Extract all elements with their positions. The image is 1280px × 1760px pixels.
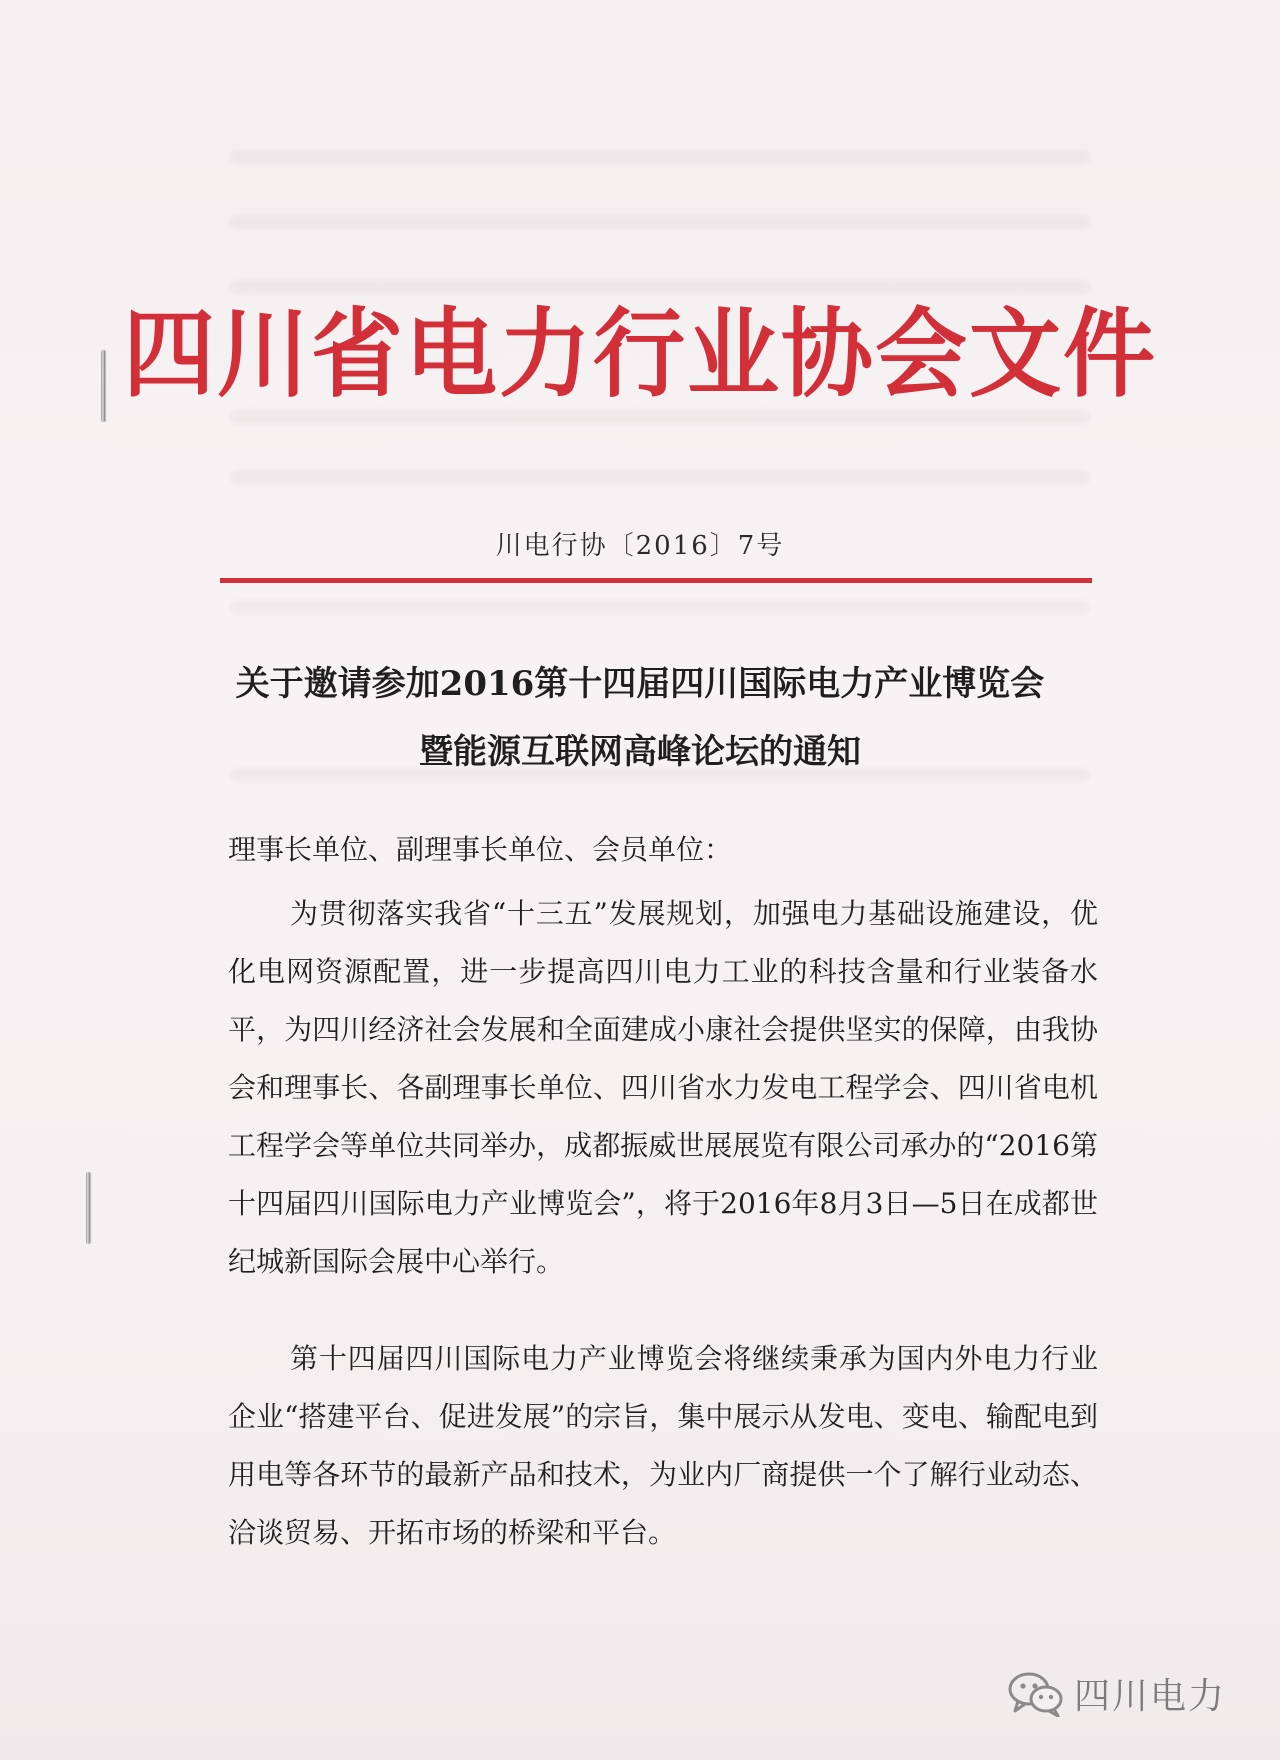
document-number: 川电行协〔2016〕7号 [495,531,785,561]
notice-title-line-1: 关于邀请参加2016第十四届四川国际电力产业博览会 [235,664,1045,704]
watermark-text: 四川电力 [1074,1676,1227,1717]
wechat-watermark [1008,1668,1226,1719]
salutation: 理事长单位、副理事长单位、会员单位： [228,833,733,866]
masthead-title: 四川省电力行业协会文件 [122,298,1157,411]
body-paragraph-2: 第十四届四川国际电力产业博览会将继续秉承为国内外电力行业企业“搭建平台、促进发展”的宗旨，集中展示从发电、变电、输配电到用电等各环节的最新产品和技术，为业内厂商提供一个了解行业动态、洽谈贸易、开拓市场的桥梁和平台。 [228,1342,1098,1549]
bleed-through [230,280,1090,294]
bleed-through [230,470,1090,484]
bleed-through [230,215,1090,229]
wechat-icon [1008,1671,1064,1717]
bleed-through [230,600,1090,614]
red-divider-line [220,578,1092,583]
notice-title-line-2: 暨能源互联网高峰论坛的通知 [419,732,861,772]
bleed-through [230,150,1090,164]
body-paragraph-1: 为贯彻落实我省“十三五”发展规划，加强电力基础设施建设，优化电网资源配置，进一步提高四川电力工业的科技含量和行业装备水平，为四川经济社会发展和全面建成小康社会提供坚实的保障，由我协会和理事长、各副理事长单位、四川省水力发电工程学会、四川省电机工程学会等单位共同举办，成都振威世展展览有限公司承办的“2016第十四届四川国际电力产业博览会”，将于2016年8月3日—5日在成都世纪城新国际会展中心举行。 [228,897,1098,1278]
staple [86,1172,90,1244]
